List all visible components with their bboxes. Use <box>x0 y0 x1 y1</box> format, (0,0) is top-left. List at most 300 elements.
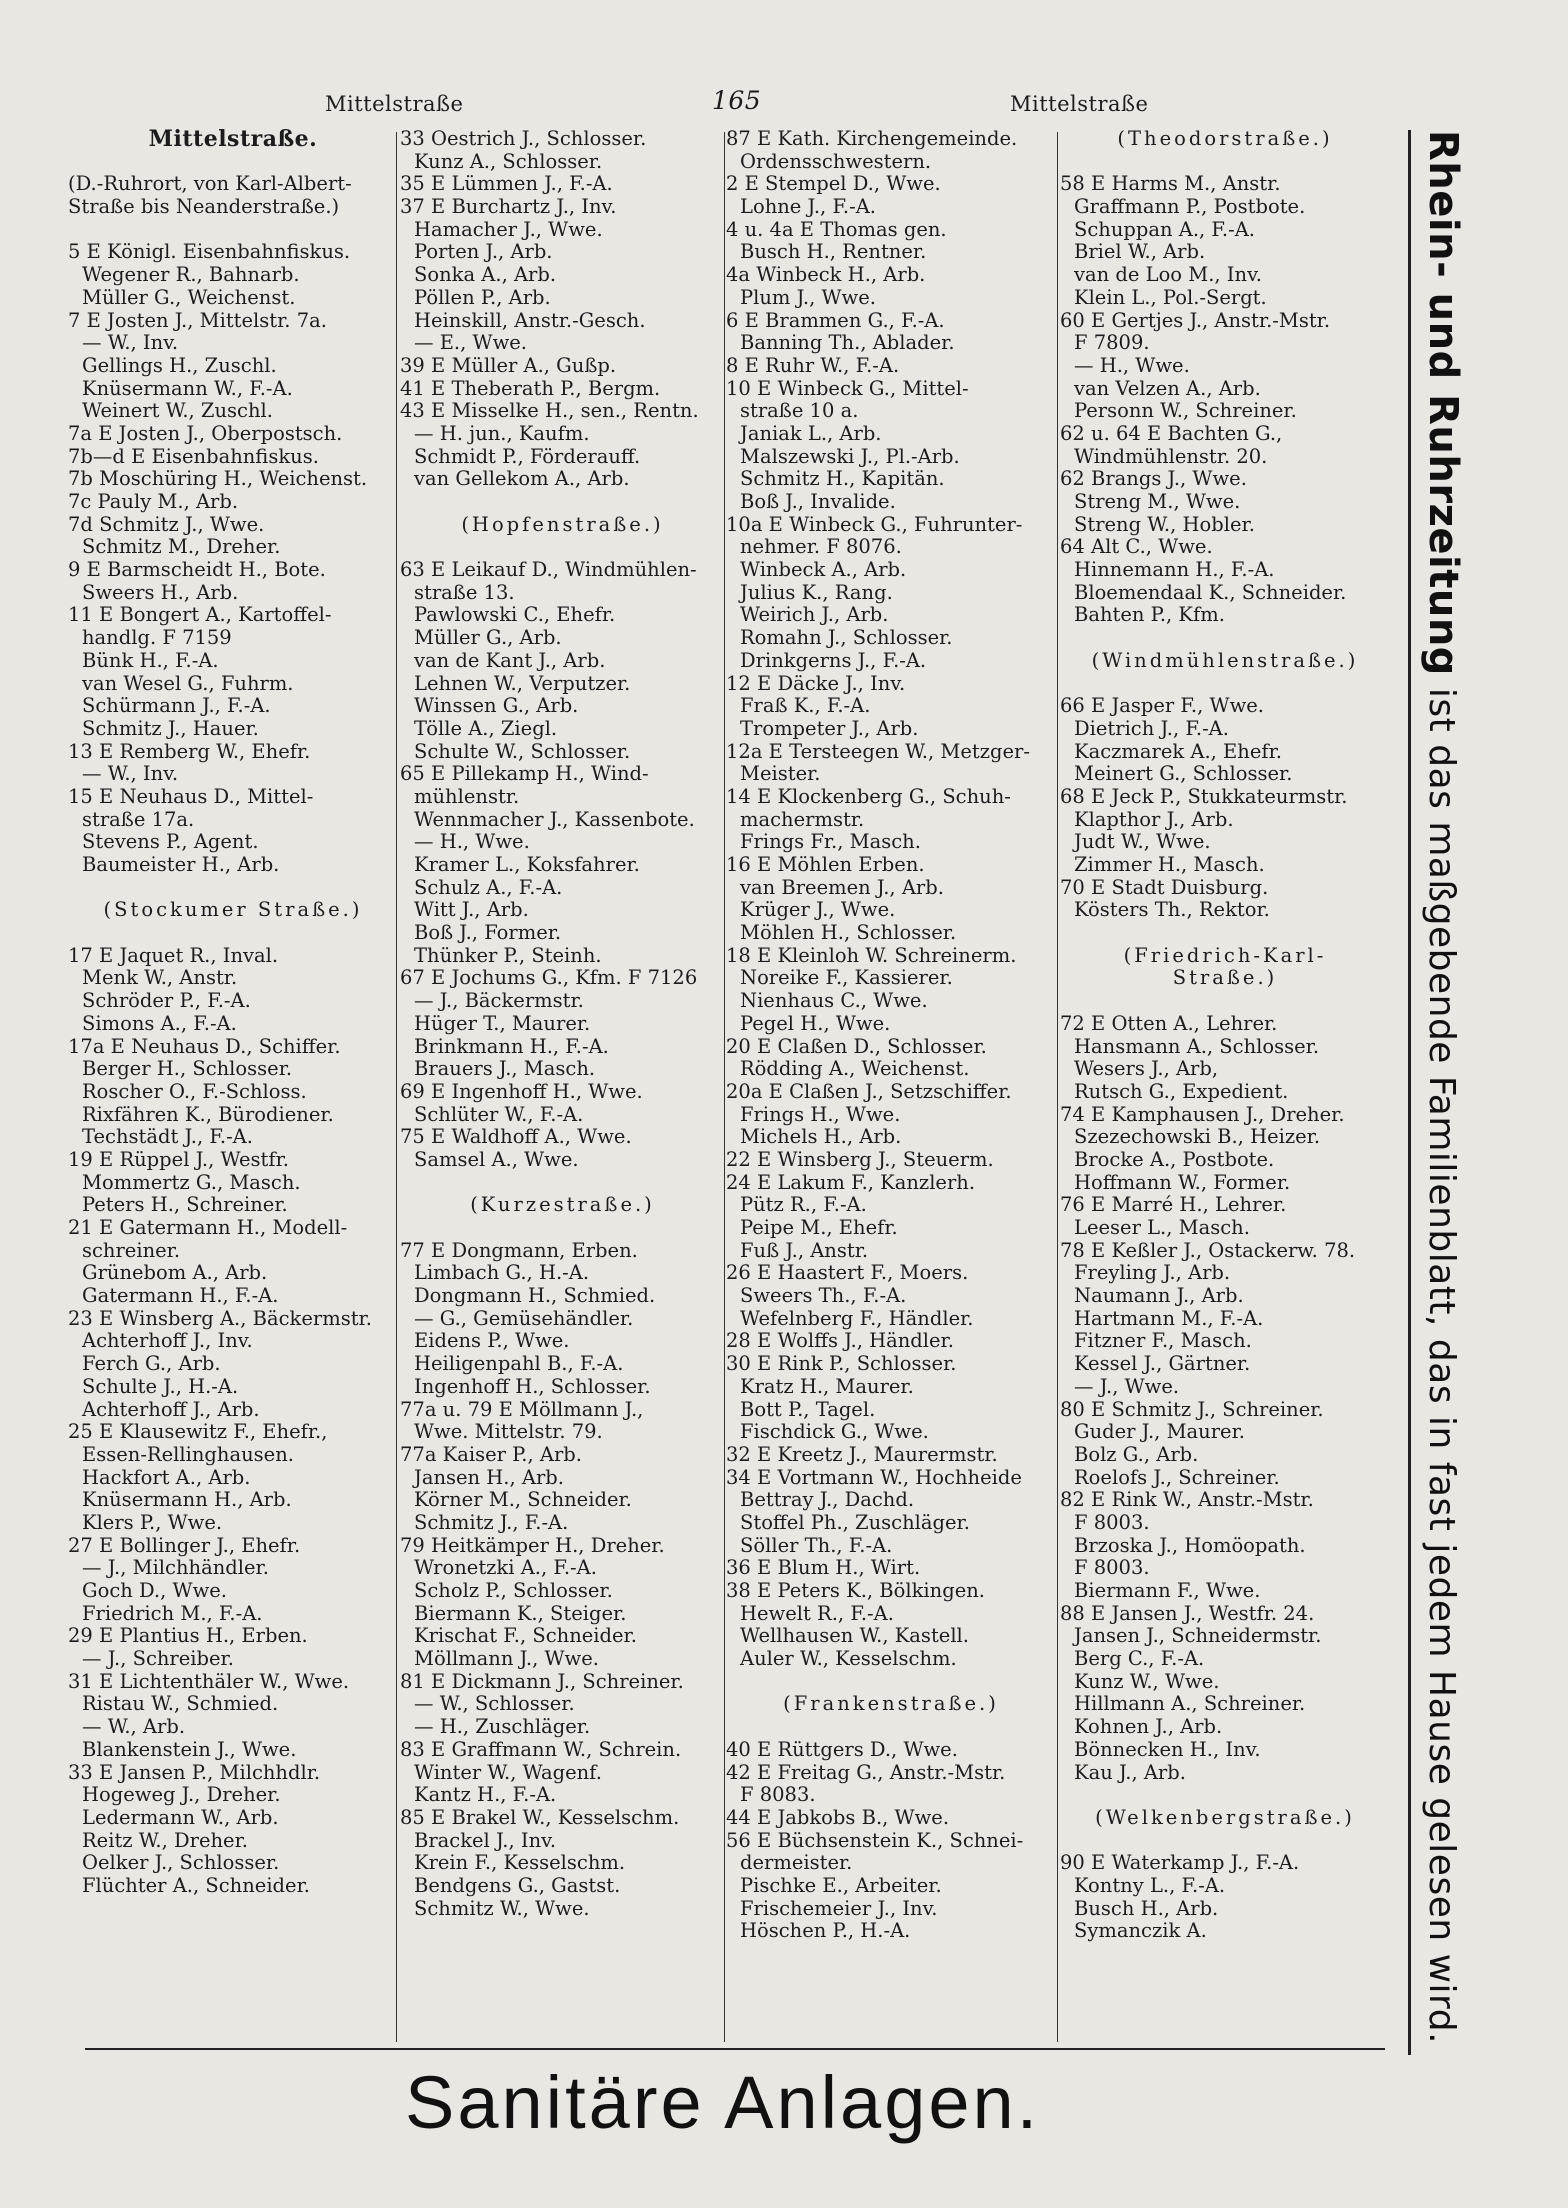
directory-entry: (D.-Ruhrort, von Karl-Albert- <box>68 172 352 196</box>
directory-entry: Ledermann W., Arb. <box>82 1805 279 1829</box>
directory-entry: Pöllen P., Arb. <box>414 285 551 309</box>
directory-entry: Grünebom A., Arb. <box>82 1261 268 1285</box>
directory-entry: — H. jun., Kaufm. <box>414 421 590 445</box>
directory-entry: 41 E Theberath P., Bergm. <box>400 376 661 400</box>
directory-entry: Mittelstraße. <box>148 126 318 152</box>
directory-entry: Dietrich J., F.-A. <box>1074 716 1229 740</box>
directory-entry: Graffmann P., Postbote. <box>1074 195 1306 219</box>
directory-entry: Ristau W., Schmied. <box>82 1692 279 1716</box>
directory-entry: Naumann J., Arb. <box>1074 1284 1244 1308</box>
directory-entry: (Welkenbergstraße.) <box>1095 1805 1355 1829</box>
directory-entry: Biermann F., Wwe. <box>1074 1579 1261 1602</box>
directory-entry: Michels H., Arb. <box>740 1125 902 1149</box>
directory-entry: Brzoska J., Homöopath. <box>1074 1533 1306 1557</box>
directory-entry: (Windmühlenstraße.) <box>1091 648 1359 672</box>
directory-entry: Banning Th., Ablader. <box>740 331 955 355</box>
directory-entry: Schmidt P., Förderauff. <box>414 444 641 468</box>
directory-entry: Lohne J., F.-A. <box>740 195 877 219</box>
directory-entry: Hansmann A., Schlosser. <box>1074 1034 1320 1058</box>
directory-entry: — J., Wwe. <box>1074 1374 1180 1398</box>
column-3 <box>726 128 1056 1943</box>
directory-entry: Boß J., Former. <box>414 921 562 945</box>
directory-entry: Kramer L., Koksfahrer. <box>414 853 640 876</box>
directory-entry: Müller G., Weichenst. <box>82 285 296 309</box>
directory-entry: 80 E Schmitz J., Schreiner. <box>1060 1397 1324 1421</box>
directory-entry: Hüger T., Maurer. <box>414 1011 591 1035</box>
sidebar-ad <box>1416 130 1466 2055</box>
directory-entry: straße 17a. <box>82 807 195 831</box>
directory-entry: 17a E Neuhaus D., Schiffer. <box>68 1034 341 1058</box>
directory-entry: Windmühlenstr. 20. <box>1074 444 1268 468</box>
directory-entry: Winter W., Wagenf. <box>414 1760 602 1784</box>
directory-entry: 67 E Jochums G., Kfm. F 7126 <box>400 966 698 990</box>
directory-entry: Rixfähren K., Bürodiener. <box>82 1102 334 1126</box>
directory-entry: (Stockumer Straße.) <box>103 898 363 922</box>
directory-entry: van Wesel G., Fuhrm. <box>82 671 294 695</box>
directory-entry: Winbeck A., Arb. <box>740 558 907 582</box>
column-divider <box>1057 132 1058 2042</box>
directory-entry: 38 E Peters K., Bölkingen. <box>726 1579 985 1602</box>
column-1 <box>68 128 398 1898</box>
directory-entry: 32 E Kreetz J., Maurermstr. <box>726 1442 998 1466</box>
directory-entry: Fitzner F., Masch. <box>1074 1329 1252 1353</box>
spacer <box>68 922 398 945</box>
ad-text: ist das maßgebende Familienblatt, das in fast jedem Hause gelesen wird. <box>1421 675 1462 2045</box>
directory-entry: Hamacher J., Wwe. <box>414 217 603 241</box>
directory-entry: Porten J., Arb. <box>414 240 553 264</box>
directory-entry: 11 E Bongert A., Kartoffel- <box>68 603 332 627</box>
directory-entry: Wellhausen W., Kastell. <box>740 1624 969 1648</box>
directory-entry: 16 E Möhlen Erben. <box>726 853 925 876</box>
directory-entry: 87 E Kath. Kirchengemeinde. <box>726 127 1018 150</box>
directory-entry: Menk W., Anstr. <box>82 966 238 990</box>
directory-entry: 85 E Brakel W., Kesselschm. <box>400 1805 680 1829</box>
directory-entry: — G., Gemüsehändler. <box>414 1306 634 1330</box>
directory-entry: Knüsermann H., Arb. <box>82 1488 292 1512</box>
directory-entry: 15 E Neuhaus D., Mittel- <box>68 784 314 808</box>
directory-entry: Wesers J., Arb, <box>1074 1057 1219 1081</box>
directory-entry: Symanczik A. <box>1074 1919 1207 1943</box>
directory-entry: Samsel A., Wwe. <box>414 1147 579 1171</box>
directory-entry: Techstädt J., F.-A. <box>82 1125 253 1149</box>
directory-entry: van Breemen J., Arb. <box>740 875 944 899</box>
directory-entry: Sweers Th., F.-A. <box>740 1284 907 1308</box>
directory-entry: 66 E Jasper F., Wwe. <box>1060 694 1264 718</box>
directory-entry: 36 E Blum H., Wirt. <box>726 1556 921 1580</box>
directory-entry: Fischdick G., Wwe. <box>740 1420 929 1444</box>
spacer <box>1060 1784 1390 1807</box>
directory-entry: Schmitz M., Dreher. <box>82 535 281 559</box>
directory-entry: Julius K., Rang. <box>740 580 893 604</box>
directory-entry: Bendgens G., Gastst. <box>414 1873 621 1897</box>
directory-entry: Hogeweg J., Dreher. <box>82 1783 281 1807</box>
directory-entry: 42 E Freitag G., Anstr.-Mstr. <box>726 1760 1006 1784</box>
directory-entry: Berg C., F.-A. <box>1074 1647 1205 1671</box>
directory-entry: Heiligenpahl B., F.-A. <box>414 1352 624 1376</box>
directory-entry: Brinkmann H., F.-A. <box>414 1034 609 1058</box>
directory-entry: 63 E Leikauf D., Windmühlen- <box>400 558 697 582</box>
directory-entry: Schlüter W., F.-A. <box>414 1102 584 1126</box>
directory-entry: Körner M., Schneider. <box>414 1488 632 1512</box>
spacer <box>1060 1830 1390 1853</box>
directory-entry: 7c Pauly M., Arb. <box>68 490 239 513</box>
directory-entry: 5 E Königl. Eisenbahnfiskus. <box>68 240 351 264</box>
directory-entry: Roelofs J., Schreiner. <box>1074 1465 1280 1489</box>
directory-entry: 83 E Graffmann W., Schrein. <box>400 1737 682 1761</box>
directory-entry: Brackel J., Inv. <box>414 1828 557 1852</box>
directory-entry: — H., Wwe. <box>414 830 530 854</box>
directory-entry: 27 E Bollinger J., Ehefr. <box>68 1533 301 1557</box>
directory-entry: Schuppan A., F.-A. <box>1074 217 1255 241</box>
directory-entry: 74 E Kamphausen J., Dreher. <box>1060 1102 1345 1126</box>
directory-entry: Fraß K., F.-A. <box>740 694 871 718</box>
directory-entry: 4 u. 4a E Thomas gen. <box>726 217 947 241</box>
directory-entry: Leeser L., Masch. <box>1074 1216 1250 1239</box>
directory-entry: Malszewski J., Pl.-Arb. <box>740 444 960 468</box>
directory-entry: Hackfort A., Arb. <box>82 1465 251 1489</box>
directory-entry: schreiner. <box>82 1238 181 1262</box>
directory-entry: Streng M., Wwe. <box>1074 490 1241 513</box>
directory-entry: Wefelnberg F., Händler. <box>740 1306 974 1330</box>
directory-entry: Schröder P., F.-A. <box>82 989 251 1013</box>
spacer <box>726 1671 1056 1694</box>
directory-entry: Dongmann H., Schmied. <box>414 1284 656 1308</box>
directory-entry: van de Kant J., Arb. <box>414 648 606 672</box>
column-2 <box>400 128 725 1920</box>
directory-entry: Eidens P., Wwe. <box>414 1329 570 1353</box>
directory-entry: F 8083. <box>740 1783 816 1807</box>
directory-entry: 69 E Ingenhoff H., Wwe. <box>400 1079 643 1103</box>
directory-entry: Kösters Th., Rektor. <box>1074 898 1270 922</box>
directory-entry: machermstr. <box>740 807 865 831</box>
directory-entry: 19 E Rüppel J., Westfr. <box>68 1147 289 1171</box>
directory-entry: Krein F., Kesselschm. <box>414 1851 626 1875</box>
spacer <box>68 219 398 242</box>
directory-entry: 34 E Vortmann W., Hochheide <box>726 1465 1022 1489</box>
running-header-left: Mittelstraße <box>325 92 464 116</box>
directory-entry: Oelker J., Schlosser. <box>82 1851 280 1875</box>
directory-entry: 7 E Josten J., Mittelstr. 7a. <box>68 308 327 332</box>
directory-entry: Bahten P., Kfm. <box>1074 603 1225 627</box>
directory-entry: 40 E Rüttgers D., Wwe. <box>726 1737 958 1761</box>
directory-entry: Gatermann H., F.-A. <box>82 1284 279 1308</box>
directory-entry: mühlenstr. <box>414 784 520 808</box>
directory-entry: 35 E Lümmen J., F.-A. <box>400 172 613 196</box>
directory-entry: Witt J., Arb. <box>414 898 529 922</box>
directory-entry: — H., Zuschläger. <box>414 1715 591 1739</box>
directory-entry: Limbach G., H.-A. <box>414 1261 590 1285</box>
directory-entry: Hinnemann H., F.-A. <box>1074 558 1275 582</box>
directory-entry: handlg. F 7159 <box>82 626 232 650</box>
directory-entry: 77a Kaiser P., Arb. <box>400 1442 582 1466</box>
directory-entry: Pischke E., Arbeiter. <box>740 1873 942 1897</box>
directory-entry: 76 E Marré H., Lehrer. <box>1060 1193 1287 1217</box>
directory-entry: Zimmer H., Masch. <box>1074 853 1265 876</box>
directory-entry: 65 E Pillekamp H., Wind- <box>400 762 649 786</box>
directory-entry: 22 E Winsberg J., Steuerm. <box>726 1147 994 1171</box>
directory-entry: Möllmann J., Wwe. <box>414 1647 599 1671</box>
spacer <box>68 151 398 174</box>
directory-entry: Hillmann A., Schreiner. <box>1074 1692 1306 1716</box>
directory-entry: Söller Th., F.-A. <box>740 1533 893 1557</box>
directory-entry: Straße.) <box>1172 966 1278 990</box>
directory-entry: Frings Fr., Masch. <box>740 830 921 854</box>
column-divider <box>396 132 397 2042</box>
directory-entry: Fuß J., Anstr. <box>740 1238 869 1262</box>
directory-entry: 70 E Stadt Duisburg. <box>1060 875 1269 899</box>
ad-brand: Rhein- und Ruhrzeitung <box>1420 130 1466 676</box>
directory-entry: Krischat F., Schneider. <box>414 1624 637 1648</box>
directory-entry: Straße bis Neanderstraße.) <box>68 195 340 219</box>
directory-entry: — J., Schreiber. <box>82 1647 234 1671</box>
directory-entry: 43 E Misselke H., sen., Rentn. <box>400 399 699 423</box>
spacer <box>400 1172 725 1195</box>
directory-entry: Flüchter A., Schneider. <box>82 1873 310 1897</box>
directory-entry: Auler W., Kesselschm. <box>740 1647 957 1671</box>
directory-entry: Mommertz G., Masch. <box>82 1170 301 1194</box>
directory-entry: F 8003. <box>1074 1556 1150 1580</box>
directory-entry: 8 E Ruhr W., F.-A. <box>726 353 900 377</box>
directory-entry: Brocke A., Postbote. <box>1074 1147 1275 1171</box>
directory-entry: Schürmann J., F.-A. <box>82 694 271 718</box>
directory-entry: Reitz W., Dreher. <box>82 1828 248 1852</box>
directory-entry: Meister. <box>740 762 821 786</box>
directory-entry: — J., Milchhändler. <box>82 1556 269 1580</box>
directory-entry: Müller G., Arb. <box>414 626 562 650</box>
directory-entry: 2 E Stempel D., Wwe. <box>726 172 941 196</box>
directory-entry: 23 E Winsberg A., Bäckermstr. <box>68 1306 372 1330</box>
directory-entry: Krüger J., Wwe. <box>740 898 896 922</box>
directory-entry: Kontny L., F.-A. <box>1074 1873 1226 1897</box>
directory-entry: 12a E Tersteegen W., Metzger- <box>726 739 1030 763</box>
directory-entry: Stoffel Ph., Zuschläger. <box>740 1510 970 1534</box>
directory-entry: Wronetzki A., F.-A. <box>414 1556 597 1580</box>
spacer <box>400 491 725 514</box>
directory-entry: Ferch G., Arb. <box>82 1352 221 1376</box>
directory-entry: van Velzen A., Arb. <box>1074 376 1261 400</box>
directory-entry: 7a E Josten J., Oberpostsch. <box>68 421 343 445</box>
directory-entry: Kohnen J., Arb. <box>1074 1715 1223 1739</box>
directory-entry: 56 E Büchsenstein K., Schnei- <box>726 1828 1024 1852</box>
directory-entry: Tölle A., Ziegl. <box>414 716 558 740</box>
directory-entry: Romahn J., Schlosser. <box>740 626 953 650</box>
directory-entry: Peters H., Schreiner. <box>82 1193 288 1217</box>
spacer <box>1060 990 1390 1013</box>
directory-entry: 77a u. 79 E Möllmann J., <box>400 1397 644 1421</box>
directory-entry: Guder J., Maurer. <box>1074 1420 1245 1444</box>
directory-entry: Kunz W., Wwe. <box>1074 1669 1220 1693</box>
directory-entry: Rödding A., Weichenst. <box>740 1057 970 1081</box>
directory-entry: Gellings H., Zuschl. <box>82 353 277 377</box>
directory-entry: — W., Inv. <box>82 762 179 786</box>
directory-entry: 58 E Harms M., Anstr. <box>1060 172 1281 196</box>
directory-entry: Trompeter J., Arb. <box>740 716 919 740</box>
directory-entry: Meinert G., Schlosser. <box>1074 762 1293 786</box>
directory-entry: Höschen P., H.-A. <box>740 1919 911 1943</box>
directory-entry: Achterhoff J., Inv. <box>82 1329 253 1353</box>
directory-entry: Heinskill, Anstr.-Gesch. <box>414 308 646 332</box>
directory-entry: Brauers J., Masch. <box>414 1057 596 1081</box>
directory-entry: Freyling J., Arb. <box>1074 1261 1231 1285</box>
directory-entry: Hoffmann W., Former. <box>1074 1170 1291 1194</box>
directory-entry: 62 Brangs J., Wwe. <box>1060 467 1247 491</box>
directory-entry: 18 E Kleinloh W. Schreinerm. <box>726 943 1017 967</box>
directory-entry: 90 E Waterkamp J., F.-A. <box>1060 1851 1300 1875</box>
directory-entry: Bönnecken H., Inv. <box>1074 1737 1261 1761</box>
directory-entry: 20 E Claßen D., Schlosser. <box>726 1034 987 1058</box>
directory-entry: Schmitz W., Wwe. <box>414 1896 590 1920</box>
directory-entry: Ordensschwestern. <box>740 149 932 173</box>
directory-entry: F 8003. <box>1074 1510 1150 1534</box>
directory-entry: 62 u. 64 E Bachten G., <box>1060 421 1283 445</box>
page-number: 165 <box>712 86 762 115</box>
spacer <box>1060 627 1390 650</box>
directory-entry: Weirich J., Arb. <box>740 603 889 627</box>
directory-entry: Sonka A., Arb. <box>414 263 557 287</box>
footer-rule <box>85 2048 1385 2050</box>
directory-entry: Thünker P., Steinh. <box>414 943 602 967</box>
directory-entry: Boß J., Invalide. <box>740 490 896 513</box>
spacer <box>400 536 725 559</box>
directory-entry: Kessel J., Gärtner. <box>1074 1352 1251 1376</box>
directory-entry: Goch D., Wwe. <box>82 1579 228 1602</box>
directory-entry: Biermann K., Steiger. <box>414 1601 627 1625</box>
directory-entry: — W., Inv. <box>82 331 179 355</box>
directory-entry: Kratz H., Maurer. <box>740 1374 914 1398</box>
directory-entry: Pawlowski C., Ehefr. <box>414 603 616 627</box>
directory-entry: Wwe. Mittelstr. 79. <box>414 1420 603 1444</box>
directory-entry: van de Loo M., Inv. <box>1074 263 1262 287</box>
directory-entry: Winssen G., Arb. <box>414 694 579 718</box>
spacer <box>726 1716 1056 1739</box>
directory-entry: Hartmann M., F.-A. <box>1074 1306 1264 1330</box>
directory-entry: 10 E Winbeck G., Mittel- <box>726 376 969 400</box>
directory-entry: Bott P., Tagel. <box>740 1397 876 1421</box>
directory-entry: 17 E Jaquet R., Inval. <box>68 943 279 967</box>
directory-entry: 81 E Dickmann J., Schreiner. <box>400 1669 684 1693</box>
directory-entry: Stevens P., Agent. <box>82 830 259 854</box>
directory-entry: Briel W., Arb. <box>1074 240 1206 264</box>
directory-entry: Roscher O., F.-Schloss. <box>82 1079 307 1103</box>
spacer <box>1060 673 1390 696</box>
running-header-right: Mittelstraße <box>1010 92 1149 116</box>
directory-entry: 26 E Haastert F., Moers. <box>726 1261 969 1285</box>
directory-entry: 44 E Jabkobs B., Wwe. <box>726 1805 950 1829</box>
directory-entry: Busch H., Rentner. <box>740 240 927 264</box>
directory-entry: Sweers H., Arb. <box>82 580 239 604</box>
directory-entry: — W., Schlosser. <box>414 1692 575 1716</box>
directory-entry: dermeister. <box>740 1851 853 1875</box>
column-4 <box>1060 128 1390 1943</box>
directory-entry: 28 E Wolffs J., Händler. <box>726 1329 954 1353</box>
directory-entry: (Kurzestraße.) <box>470 1193 655 1217</box>
directory-entry: 39 E Müller A., Gußp. <box>400 353 617 377</box>
directory-entry: 33 Oestrich J., Schlosser. <box>400 127 647 150</box>
directory-entry: 25 E Klausewitz F., Ehefr., <box>68 1420 328 1444</box>
directory-entry: 64 Alt C., Wwe. <box>1060 535 1213 559</box>
directory-entry: Janiak L., Arb. <box>740 421 882 445</box>
directory-entry: Blankenstein J., Wwe. <box>82 1737 297 1761</box>
directory-entry: 7d Schmitz J., Wwe. <box>68 512 265 536</box>
directory-entry: Schmitz J., Hauer. <box>82 716 259 740</box>
directory-entry: Busch H., Arb. <box>1074 1896 1219 1920</box>
directory-entry: 82 E Rink W., Anstr.-Mstr. <box>1060 1488 1314 1512</box>
directory-entry: 78 E Keßler J., Ostackerw. 78. <box>1060 1238 1356 1262</box>
directory-entry: 6 E Brammen G., F.-A. <box>726 308 945 332</box>
directory-entry: Kunz A., Schlosser. <box>414 149 603 173</box>
directory-entry: Baumeister H., Arb. <box>82 853 280 876</box>
spacer <box>68 877 398 900</box>
directory-entry: Szezechowski B., Heizer. <box>1074 1125 1321 1149</box>
directory-entry: straße 10 a. <box>740 399 859 423</box>
directory-entry: Bolz G., Arb. <box>1074 1442 1199 1466</box>
directory-entry: Knüsermann W., F.-A. <box>82 376 293 400</box>
directory-entry: nehmer. F 8076. <box>740 535 902 559</box>
spacer <box>1060 151 1390 174</box>
directory-entry: 77 E Dongmann, Erben. <box>400 1238 638 1262</box>
directory-entry: (Hopfenstraße.) <box>461 512 664 536</box>
directory-entry: Noreike F., Kassierer. <box>740 966 953 990</box>
directory-entry: (Friedrich-Karl- <box>1123 943 1327 967</box>
directory-entry: Rutsch G., Expedient. <box>1074 1079 1289 1103</box>
directory-entry: — W., Arb. <box>82 1715 186 1739</box>
directory-entry: Bettray J., Dachd. <box>740 1488 915 1512</box>
directory-entry: 20a E Claßen J., Setzschiffer. <box>726 1079 1012 1103</box>
directory-entry: Kaczmarek A., Ehefr. <box>1074 739 1282 763</box>
directory-entry: Drinkgerns J., F.-A. <box>740 648 927 672</box>
directory-entry: Kau J., Arb. <box>1074 1760 1186 1784</box>
directory-entry: 60 E Gertjes J., Anstr.-Mstr. <box>1060 308 1331 332</box>
directory-entry: Wegener R., Bahnarb. <box>82 263 300 287</box>
directory-entry: Achterhoff J., Arb. <box>82 1397 260 1421</box>
directory-entry: Frischemeier J., Inv. <box>740 1896 938 1920</box>
directory-entry: 7b Moschüring H., Weichenst. <box>68 467 368 491</box>
directory-entry: 21 E Gatermann H., Modell- <box>68 1216 348 1239</box>
directory-entry: Hewelt R., F.-A. <box>740 1601 894 1625</box>
directory-entry: Berger H., Schlosser. <box>82 1057 293 1081</box>
directory-entry: 72 E Otten A., Lehrer. <box>1060 1011 1278 1035</box>
directory-entry: Schulte J., H.-A. <box>82 1374 239 1398</box>
directory-entry: 75 E Waldhoff A., Wwe. <box>400 1125 632 1149</box>
directory-entry: F 7809. <box>1074 331 1150 355</box>
directory-entry: Klers P., Wwe. <box>82 1510 223 1534</box>
directory-entry: Weinert W., Zuschl. <box>82 399 273 423</box>
directory-entry: Plum J., Wwe. <box>740 285 876 309</box>
directory-entry: Peipe M., Ehefr. <box>740 1216 898 1239</box>
directory-entry: Möhlen H., Schlosser. <box>740 921 957 945</box>
directory-entry: — H., Wwe. <box>1074 353 1190 377</box>
footer-ad: Sanitäre Anlagen. <box>405 2061 1041 2144</box>
directory-entry: Simons A., F.-A. <box>82 1011 237 1035</box>
directory-entry: Bloemendaal K., Schneider. <box>1074 580 1347 604</box>
directory-entry: Kantz H., F.-A. <box>414 1783 557 1807</box>
directory-entry: (Frankenstraße.) <box>783 1692 999 1716</box>
directory-entry: 33 E Jansen P., Milchhdlr. <box>68 1760 321 1784</box>
directory-entry: Frings H., Wwe. <box>740 1102 901 1126</box>
directory-entry: 9 E Barmscheidt H., Bote. <box>68 558 326 582</box>
directory-entry: Scholz P., Schlosser. <box>414 1579 613 1602</box>
directory-entry: Nienhaus C., Wwe. <box>740 989 928 1013</box>
directory-entry: — E., Wwe. <box>414 331 528 355</box>
directory-entry: Pütz R., F.-A. <box>740 1193 867 1217</box>
directory-entry: 12 E Däcke J., Inv. <box>726 671 906 695</box>
directory-entry: Friedrich M., F.-A. <box>82 1601 263 1625</box>
directory-entry: 4a Winbeck H., Arb. <box>726 263 926 287</box>
directory-entry: Schulte W., Schlosser. <box>414 739 631 763</box>
directory-entry: 88 E Jansen J., Westfr. 24. <box>1060 1601 1315 1625</box>
directory-entry: Pegel H., Wwe. <box>740 1011 891 1035</box>
directory-entry: Bünk H., F.-A. <box>82 648 219 672</box>
